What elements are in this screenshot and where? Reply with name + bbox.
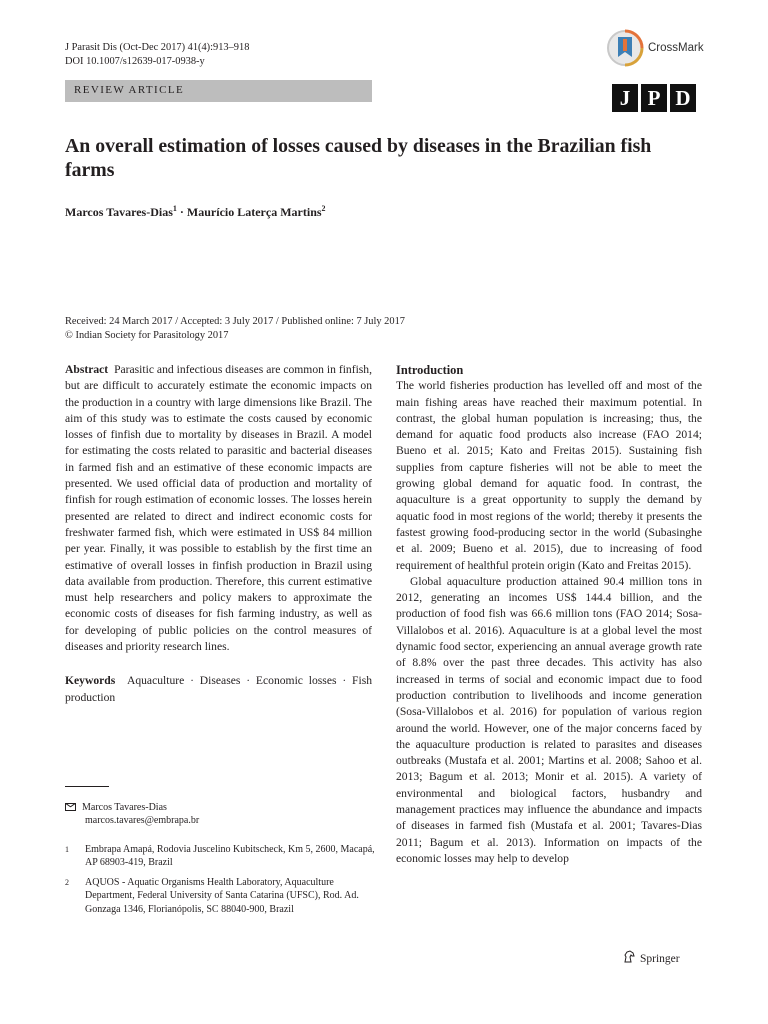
abstract-text: Parasitic and infectious diseases are common in finfish, but are difficult to accurately estimate the economic impacts on the production in a country with large dimensions like Brazil. The aim of this study was to estimate the costs caused by economic losses of finfish due to mortality by diseases in Brazil. A model for estimating the costs related to parasitic and bacterial diseases in farmed fish and an estimative of these economic impacts are presented. We used official data of production and mortality of finfish for rough estimation of economic losses. The losses herein presented are related to direct and indirect economic costs for freshwater farmed fish, which were estimated in US$ 84 million per year. Finally, it was possible to establish by the first time an estimative of overall losses in finfish production in Brazil using data available from production. Therefore, this current estimative must help researchers and policy makers to approximate the economic costs of diseases for fish farming industry, as well as for developing of public policies on the control measures of diseases and priority research lines. [65,363,372,654]
introduction-paragraph: The world fisheries production has levelled off and most of the main fishing areas have reached their maximum potential. In contrast, the global human population is increasing; thus, the demand for aquatic food products also increase (FAO 2014; Bueno et al. 2015; Kato and Freitas 2015). Sustaining fish supplies from capture fisheries will not be able to meet the growing global demand for aquatic food. In contrast, the aquaculture is a great opportunity to supply the demand by aquatic food in most regions of the world; thereby it presents the fastest growing food-producing sector in the world (Subasinghe et al. 2009; Bueno et al. 2015), due to increasing of food requirement of healthful protein origin (Kato and Freitas 2015). [396,379,702,572]
corresponding-email[interactable]: marcos.tavares@embrapa.br [85,815,200,827]
section-heading: Introduction [396,363,464,377]
footnote-divider [65,786,109,787]
journal-logo-letter: J [612,84,638,112]
keywords-text: Aquaculture · Diseases · Economic losses · Fish production [65,674,373,704]
affiliation-number: 2 [65,878,69,887]
abstract-label: Abstract [65,363,109,376]
journal-logo-letter: P [641,84,667,112]
affiliation-text: Embrapa Amapá, Rodovia Juscelino Kubitscheck, Km 5, 2600, Macapá, AP 68903-419, Brazil [85,844,375,869]
article-title: An overall estimation of losses caused by diseases in the Brazilian fish farms [65,135,652,181]
envelope-icon [65,803,76,811]
article-type-label: REVIEW ARTICLE [74,84,185,96]
article-type-banner [65,80,372,102]
copyright-line: © Indian Society for Parasitology 2017 [65,329,229,341]
affiliation-marker: 2 [321,204,326,213]
author-list [65,204,326,220]
corresponding-author-name: Marcos Tavares-Dias [82,802,167,813]
publisher-name: Springer [640,953,680,965]
publisher-footer [622,950,680,965]
abstract [65,362,372,655]
keywords [65,673,372,706]
introduction-column [396,362,702,867]
journal-meta [65,41,249,69]
affiliation-marker: 1 [172,204,177,213]
author-name[interactable]: Maurício Laterça Martins [186,205,322,219]
doi[interactable]: DOI 10.1007/s12639-017-0938-y [65,56,205,67]
abstract-column [65,362,372,706]
affiliation-number: 1 [65,845,69,854]
journal-logo-letter: D [670,84,696,112]
affiliation-text: AQUOS - Aquatic Organisms Health Laboratory, Aquaculture Department, Federal University of Santa Catarina (UFSC), Rod. Ad. Gonzaga 1346, Florianópolis, SC 88040-900, Brazil [85,877,359,915]
author-name[interactable]: Marcos Tavares-Dias [65,205,173,219]
crossmark-label: CrossMark [648,42,704,54]
author-separator: · [176,205,187,219]
crossmark-icon [606,28,644,68]
keywords-label: Keywords [65,674,116,688]
introduction-paragraph: Global aquaculture production attained 90.4 million tons in 2012, generating an incomes US$ 144.4 billion, and the production of food fish was 66.6 million tons (FAO 2014; Sosa-Villalobos et al. 2016). Aquaculture is at a global level the most dynamic food sector, experiencing an annual average growth rate of 8.8% over the past three decades. This activity has also increased in terms of social and economic impact due to food production contribution to livelihoods and income generation (Sosa-Villalobos et al. 2016) for population of various region around the world. However, one of the major concerns faced by the aquaculture production is related to parasites and diseases outbreaks (Mustafa et al. 2001; Martins et al. 2008; Sahoo et al. 2013; Bagum et al. 2013; Monir et al. 2015). A variety of environmental and biological factors, husbandry and management practices may influence the abundance and impacts of diseases in farmed fish (Mustafa et al. 2001; Tavares-Dias 2011; Bagum et al. 2013). Information on impacts of the economic losses may help to develop [396,574,702,865]
journal-logo [612,84,696,112]
publication-history [65,315,405,342]
springer-horse-icon [622,950,636,964]
publication-dates: Received: 24 March 2017 / Accepted: 3 July 2017 / Published online: 7 July 2017 [65,316,405,327]
journal-citation: J Parasit Dis (Oct-Dec 2017) 41(4):913–918 [65,42,250,53]
corresponding-author [65,801,365,828]
crossmark-badge[interactable] [606,28,716,70]
